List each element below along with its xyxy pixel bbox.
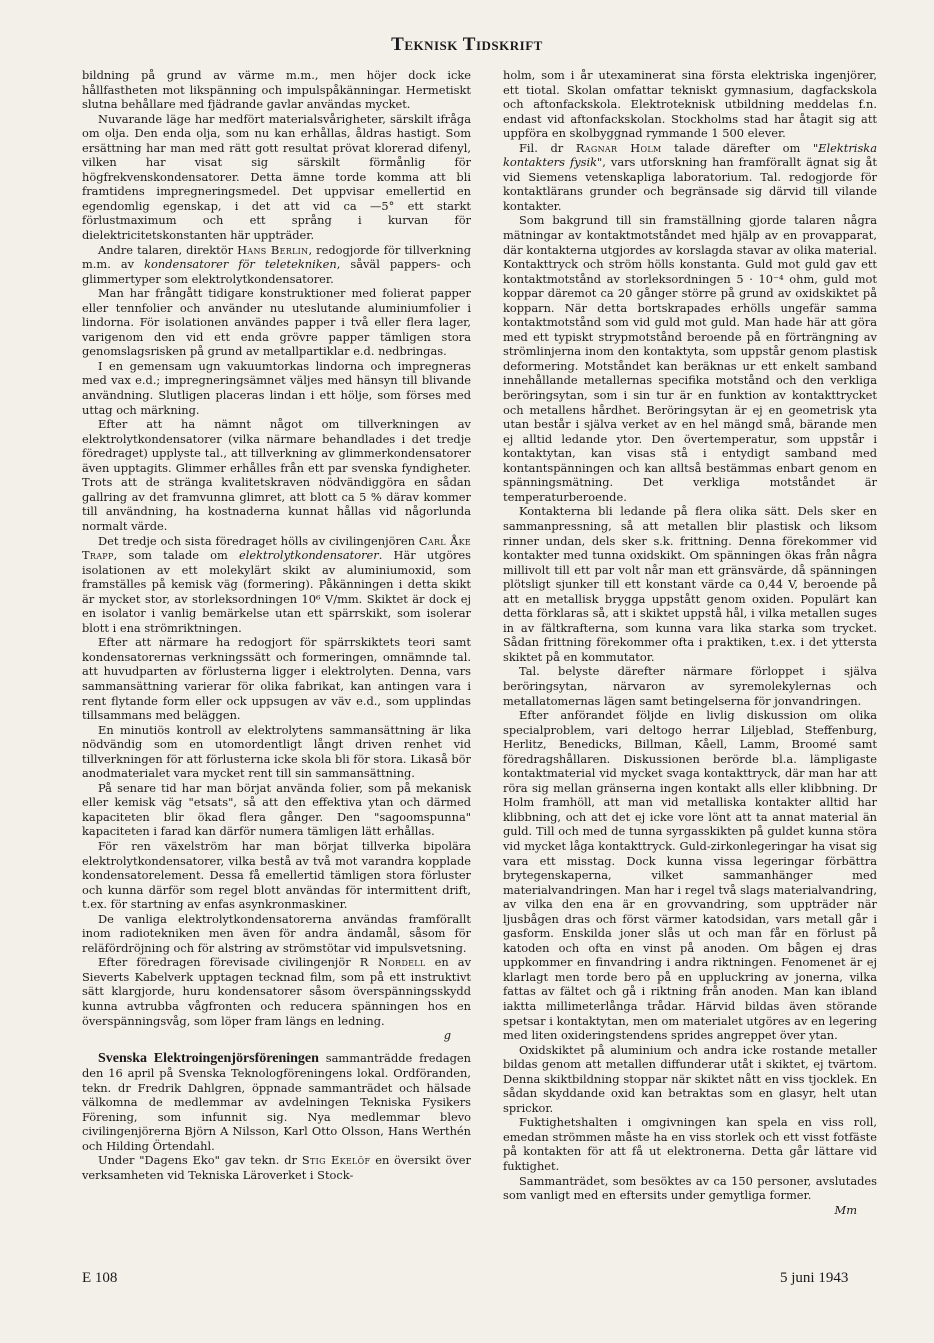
text-run: Sammanträdet, som besöktes av ca 150 personer, avslutades som vanligt med en eftersits under gemytliga former.: [503, 1173, 877, 1203]
paragraph: [82, 839, 471, 912]
paragraph: [503, 664, 877, 708]
text-run: Under "Dagens Eko" gav tekn. dr: [98, 1153, 302, 1168]
paragraph: [503, 708, 877, 1043]
paragraph: [503, 213, 877, 504]
text-run: holm, som i år utexaminerat sina första elektriska ingenjörer, ett tiotal. Skolan omfattar tekniskt gymnasium, dagfackskola och aftonfackskola. Elektroteknisk utbildning meddelas f.n. endast vid aftonfackskolan. Stockholms stad har åtagit sig att uppföra en skolbyggnad rymmande 1 500 elever.: [503, 68, 877, 141]
text-run: en översikt över verksamheten vid Tekniska Läroverket i Stock-: [82, 1153, 471, 1183]
text-run: Efter anförandet följde en livlig diskussion om olika specialproblem, vari deltogo herrar Liljeblad, Steffenburg, Herlitz, Benedicks, Billman, Kåell, Lamm, Broomé samt föredragshållaren. Diskussionen berörde bl.a. lämpligaste kontaktmaterial vid mycket svaga kontakttryck, där man har att röra sig mellan gränserna ingen kontakt alls eller klibbning. Dr Holm framhöll, att man vid metalliska kontakter alltid har klibbning, och att det ej icke vore lönt att ta annat material än guld. Till och med de tunna syrgasskikten på guldet kunna störa vid mycket låga kontakttryck. Guld-zirkonlegeringar ha visat sig vara ett misstag. Dock kunna vissa legeringar förbättra brytegenskaperna, vilket sammanhänger med materialvandringen. Man har i regel två slags materialvandring, av vilka den ena är en grovvandring, som uppträder när ljusbågen dras och först värmer katodsidan, vars metall går i gasform. Enskilda joner slås ut och man får en förlust på katoden och ofta en vinst på anoden. Om bågen ej dras uppkommer en finvandring i andra riktningen. Fenomenet är ej klarlagt men torde bero på en uppluckring av jonerna, vilka fattas av fältet och gå i riktning från anoden. Man kan ibland iaktta millimeterlånga trådar. Härvid bildas även störande spetsar i kontaktytan, men om materialet utgöres av en legering med liten oxideringstendens sprides angreppet över ytan.: [503, 708, 877, 1043]
lecture-title: kondensatorer för teletekniken: [144, 257, 337, 272]
paragraph: [82, 359, 471, 417]
text-run: Som bakgrund till sin framställning gjorde talaren några mätningar av kontaktmotståndet med hjälp av en provapparat, där kontakterna utgjordes av korslagda stavar av olika material. Kontakttryck och ström hölls konstanta. Guld mot guld gav ett kontaktmotstånd av storleksordningen 5 · 10⁻⁴ ohm, guld mot koppar däremot ca 20 gånger större på grund av oxidskiktet på kopparn. När detta bortskrapades erhölls ungefär samma kontaktmotstånd som vid guld mot guld. Man hade här att göra med ett typiskt strypmotstånd beroende på en förträngning av strömlinjerna inom den kontaktyta, som uppstår genom plastisk deformering. Motståndet kan beräknas ur ett enkelt samband innehållande metallernas specifika motstånd och den verkliga beröringsytan, som i sin tur är en funktion av kontakttrycket och metallens hårdhet. Beröringsytan är ej en geometrisk yta utan består i själva verket av en hel mängd små, bärande men ej alltid ledande ytor. Den övertemperatur, som uppstår i kontaktytan, kan visas stå i entydigt samband med kontantspänningen och kan alltså bestämmas enbart genom en spänningsmätning. Det verkliga motståndet är temperaturberoende.: [503, 213, 877, 504]
text-run: , vars utforskning han framförallt ägnat sig åt vid Siemens vetenskapliga laboratorium. Tal. redogjorde för kontaktlärans grunder och begränsade sig därvid till vilande kontakter.: [503, 155, 877, 213]
text-run: bildning på grund av värme m.m., men höjer dock icke hållfastheten mot likspänning och impulspåkänningar. Hermetiskt slutna behållare med fjädrande gavlar användas mycket.: [82, 68, 471, 112]
text-run: talade därefter om: [661, 140, 813, 155]
paragraph: [82, 68, 471, 112]
text-run: , som talade om: [113, 548, 240, 563]
paragraph: [503, 504, 877, 664]
text-run: Nuvarande läge har medfört materialsvårigheter, särskilt ifråga om olja. Den enda olja, som nu kan erhållas, åldras hastigt. Som ersättning har man med rätt gott resultat prövat klorerad difenyl, vilken har visat sig särskilt förmånlig för högfrekvenskondensatorer. Detta ämne torde komma att bli framtidens impregneringsmedel. Det uppvisar emellertid en egendomlig egenskap, i det att vid ca —5° ett starkt förlustmaximum och ett språng i kurvan för dielektricitetskonstanten här uppträder.: [82, 111, 471, 243]
paragraph: [503, 141, 877, 214]
paragraph: [82, 1051, 471, 1154]
paragraph: [82, 286, 471, 359]
text-run: Man har frångått tidigare konstruktioner med folierat papper eller tennfolier och använder nu uteslutande aluminiumfolier i lindorna. För isolationen användes papper i två eller flera lager, varigenom den vid ett enda grövre papper tämligen stora genomslagsrisken på grund av metallpartiklar e.d. nedbringas.: [82, 286, 471, 359]
speaker-name: R Nordell: [359, 955, 426, 970]
text-run: . Här utgöres isolationen av ett molekylärt skikt av aluminiumoxid, som framställes på kemisk väg (formering). Påkänningen i detta skikt är mycket stor, av storleksordningen 10⁶ V/mm. Skiktet är dock ej en isolator i vanlig bemärkelse utan ett spärrskikt, som isolerar blott i ena strömriktningen.: [82, 548, 471, 635]
text-run: sammanträdde fredagen den 16 april på Svenska Teknologföreningens lokal. Ordföranden, tekn. dr Fredrik Dahlgren, öppnade sammanträdet och hälsade välkomna de medlemmar av avdelningen Tekniska Fysikers Förening, som infunnit sig. Nya medlemmar blevo civilingenjörerna Björn A Nilsson, Karl Otto Olsson, Hans Werthén och Hilding Örtendahl.: [82, 1050, 471, 1153]
paragraph: [503, 1174, 877, 1203]
paragraph: [82, 635, 471, 722]
issue-date: 5 juni 1943: [780, 1270, 849, 1286]
paragraph: [82, 912, 471, 956]
speaker-name: Hans Berlin: [237, 242, 309, 257]
text-run: Fil. dr: [519, 140, 576, 155]
left-column: [82, 68, 471, 1183]
text-run: En minutiös kontroll av elektrolytens sammansättning är lika nödvändig som en utomordentligt långt driven renhet vid tillverkningen för att förlusterna icke skola bli för stora. Likaså bör anodmaterialet vara mycket rent till sin sammansättning.: [82, 722, 471, 781]
speaker-name: Stig Ekelöf: [301, 1153, 371, 1168]
text-run: , såväl pappers- och glimmertyper som elektrolytkondensatorer.: [82, 257, 472, 286]
paragraph: [82, 1153, 471, 1182]
paragraph: [82, 243, 471, 287]
speaker-name: Carl Åke Trapp: [82, 533, 471, 563]
text-run: För ren växelström har man börjat tillverka bipolära elektrolytkondensatorer, vilka bestå av två mot varandra kopplade kondensatorelement. Dessa få emellertid tämligen stora förluster och kunna därför som regel blott användas för intermittent drift, t.ex. för startning av enfas asynkronmaskiner.: [82, 838, 471, 912]
text-run: Kontakterna bli ledande på flera olika sätt. Dels sker en sammanpressning, så att metallen blir plastisk och liksom rinner undan, dels sker s.k. frittning. Denna förekommer vid kontakter med tunna oxidskikt. Om spänningen ökas från några millivolt till ett par volt når man ett gränsvärde, då spänningen plötsligt sjunker till ett konstant värde ca 0,44 V, beroende på att en metallisk brygga uppstått genom oxiden. Populärt kan detta förklaras så, att i skiktet uppstå hål, i vilka metallen suges in av fältkrafterna, som kunna vara lika starka som trycket. Sådan frittning förekommer ofta i praktiken, t.ex. i det yttersta skiktet på en kommutator.: [503, 504, 877, 664]
right-column: [503, 68, 877, 1217]
text-run: På senare tid har man börjat använda folier, som på mekanisk eller kemisk väg "etsats", så att den effektiva ytan och därmed kapaciteten blir ökad flera gånger. Den "sagoomspunna" kapaciteten i farad kan därför numera tämligen lätt erhållas.: [82, 780, 471, 839]
text-run: I en gemensam ugn vakuumtorkas lindorna och impregneras med vax e.d.; impregneringsämnet väljes med hänsyn till blivande användning. Slutligen placeras lindan i ett hölje, som förses med uttag och märkning.: [82, 358, 471, 417]
paragraph: [503, 1043, 877, 1116]
text-run: en av Sieverts Kabelverk upptagen tecknad film, som på ett instruktivt sätt klargjorde, huru kondensatorer såsom överspänningsskydd kunna avtrubba vågfronten och reducera spänningen hos en överspänningsvåg, som löper fram längs en ledning.: [82, 955, 472, 1028]
text-run: Tal. belyste därefter närmare förloppet i själva beröringsytan, närvaron av syremolekylernas och metallatomernas lägen samt betingelserna för jonvandringen.: [503, 664, 877, 708]
lecture-title: "Elektriska kontakters fysik": [503, 140, 877, 170]
section-gap: [82, 1043, 471, 1051]
paragraph: [82, 417, 471, 533]
author-signature: g: [443, 1028, 451, 1043]
text-run: , redogjorde för tillverkning m.m. av: [82, 242, 471, 272]
author-signature: Mm: [834, 1202, 857, 1217]
paragraph: [82, 955, 471, 1028]
speaker-name: Ragnar Holm: [575, 140, 662, 155]
text-run: Fuktighetshalten i omgivningen kan spela en viss roll, emedan strömmen måste ha en viss storlek och ett visst fotfäste på kontakten för att få ut elektronerna. Detta går lättare vid fuktighet.: [503, 1115, 877, 1174]
text-run: Efter att ha nämnt något om tillverkningen av elektrolytkondensatorer (vilka närmare behandlades i det tredje föredraget) upplyste tal., att tillverkning av glimmerkondensatorer även upptagits. Glimmer erhålles från ett par svenska fyndigheter. Trots att de stränga kvalitetskraven nödvändiggöra en sådan gallring av det framvunna glimret, att blott ca 5 % därav kommer till användning, ha kostnaderna kunnat hållas vid någorlunda normalt värde.: [82, 417, 471, 533]
lecture-title: elektrolytkondensatorer: [239, 548, 379, 563]
text-run: Efter att närmare ha redogjort för spärrskiktets teori samt kondensatorernas verkningssätt och formeringen, omnämnde tal. att huvudparten av förlusterna ligger i elektrolyten. Denna, vars sammansättning varierar för olika fabrikat, kan antingen vara i rent flytande form eller ock uppsugen av väv e.d., som upplindas tillsammans med beläggen.: [82, 635, 471, 723]
text-run: Andre talaren, direktör: [98, 242, 238, 257]
paragraph: [82, 723, 471, 781]
text-run: Det tredje och sista föredraget hölls av civilingenjören: [98, 533, 419, 548]
paragraph: [82, 112, 471, 243]
page-number: E 108: [82, 1270, 118, 1286]
journal-masthead: Teknisk Tidskrift: [391, 34, 543, 55]
paragraph: [503, 1115, 877, 1173]
paragraph: [82, 534, 471, 636]
section-heading: Svenska Elektroingenjörsföreningen: [98, 1050, 319, 1066]
text-run: Efter föredragen förevisade civilingenjör: [98, 955, 360, 970]
paragraph: [82, 781, 471, 839]
text-run: De vanliga elektrolytkondensatorerna användas framförallt inom radiotekniken men även för andra ändamål, såsom för reläfördröjning och för alstring av strömstötar vid impulsvetsning.: [82, 911, 471, 955]
paragraph: [503, 68, 877, 141]
text-run: Oxidskiktet på aluminium och andra icke rostande metaller bildas genom att metallen diffunderar utåt i skiktet, ej tvärtom. Denna skiktbildning stoppar när skiktet nått en viss tjocklek. En sådan skyddande oxid kan betraktas som en glasyr, helt utan sprickor.: [503, 1042, 877, 1115]
